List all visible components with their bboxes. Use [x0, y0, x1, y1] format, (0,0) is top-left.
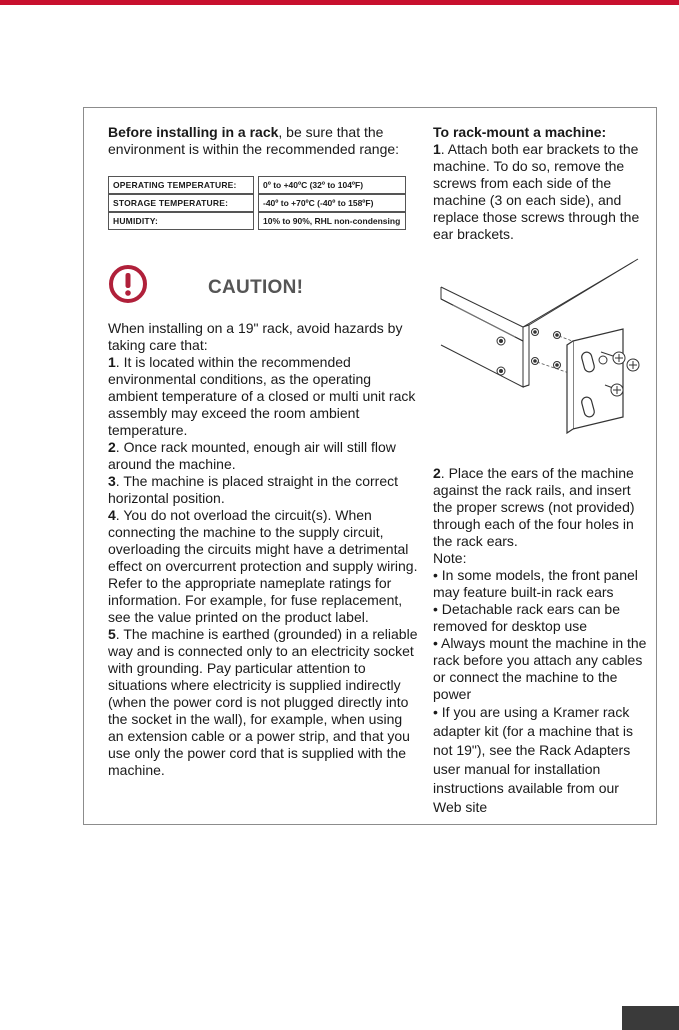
- item-text: . Once rack mounted, enough air will still flow around the machine.: [108, 439, 396, 472]
- step-text: . Place the ears of the machine against the rack rails, and insert the proper screws (not provided) through each of the four holes in the rack ears.: [433, 465, 635, 549]
- note-item: • Always mount the machine in the rack before you attach any cables or connect the machine to the power: [433, 635, 647, 702]
- step-2: [433, 465, 651, 550]
- note-label: Note:: [433, 550, 467, 566]
- top-accent-bar: [0, 0, 679, 5]
- item-number: 2: [108, 439, 116, 455]
- right-column: [433, 124, 651, 817]
- table-value: 0º to +40ºC (32º to 104ºF): [258, 176, 406, 194]
- intro-bold: Before installing in a rack: [108, 124, 279, 140]
- exclamation-circle-icon: [108, 264, 148, 304]
- table-value: -40º to +70ºC (-40º to 158ºF): [258, 194, 406, 212]
- note-item: • In some models, the front panel may feature built-in rack ears: [433, 567, 638, 600]
- table-label: STORAGE TEMPERATURE:: [108, 194, 254, 212]
- table-row: [108, 212, 406, 230]
- caution-body: [108, 320, 418, 779]
- item-text: . You do not overload the circuit(s). When connecting the machine to the supply circuit, overloading the circuits might have a detrimental effect on overcurrent protection and supply wiring. Refer to the appropriate nameplate ratings for information. For example, for fuse replacement, see the value printed on the product label.: [108, 507, 418, 625]
- note-item: • If you are using a Kramer rack adapter kit (for a machine that is not 19"), see the Rack Adapters user manual for installation instructions available from our Web site: [433, 704, 633, 815]
- environment-table: [108, 176, 406, 230]
- intro-rest: , be sure that the environment is within the recommended range:: [108, 124, 400, 157]
- caution-header: [108, 264, 418, 320]
- table-label: HUMIDITY:: [108, 212, 254, 230]
- page-number-tab: [622, 1006, 679, 1030]
- list-item: [108, 354, 418, 439]
- caution-intro: When installing on a 19" rack, avoid hazards by taking care that:: [108, 320, 403, 353]
- item-number: 5: [108, 626, 116, 642]
- left-column: [108, 124, 418, 779]
- item-text: . The machine is earthed (grounded) in a reliable way and is connected only to an electricity socket with grounding. Pay particular attention to situations where electricity is supplied indirectly (when the power cord is not plugged directly into the socket in the wall), for example, when using an extension cable or a power strip, and that you use only the power cord that is supplied with the machine.: [108, 626, 418, 778]
- item-text: . The machine is placed straight in the correct horizontal position.: [108, 473, 399, 506]
- table-value: 10% to 90%, RHL non-condensing: [258, 212, 406, 230]
- item-number: 1: [108, 354, 116, 370]
- step-number: 2: [433, 465, 441, 481]
- step-number: 1: [433, 141, 441, 157]
- list-item: [108, 507, 418, 626]
- caution-title: CAUTION!: [208, 277, 304, 298]
- item-number: 3: [108, 473, 116, 489]
- note-item: • Detachable rack ears can be removed for desktop use: [433, 601, 621, 634]
- item-number: 4: [108, 507, 116, 523]
- step-text: . Attach both ear brackets to the machine. To do so, remove the screws from each side of the machine (3 on each side), and replace those screws through the ear brackets.: [433, 141, 640, 242]
- table-row: [108, 176, 406, 194]
- intro-paragraph: [108, 124, 418, 158]
- table-label: OPERATING TEMPERATURE:: [108, 176, 254, 194]
- content-frame: [83, 107, 657, 825]
- item-text: . It is located within the recommended environmental conditions, as the operating ambient temperature of a closed or multi unit rack assembly may exceed the room ambient temperature.: [108, 354, 416, 438]
- list-item: [108, 626, 418, 779]
- list-item: [108, 473, 418, 507]
- section-heading: To rack-mount a machine:: [433, 124, 607, 140]
- list-item: [108, 439, 418, 473]
- table-row: [108, 194, 406, 212]
- rack-ear-diagram: [433, 257, 647, 457]
- step-1: [433, 141, 651, 243]
